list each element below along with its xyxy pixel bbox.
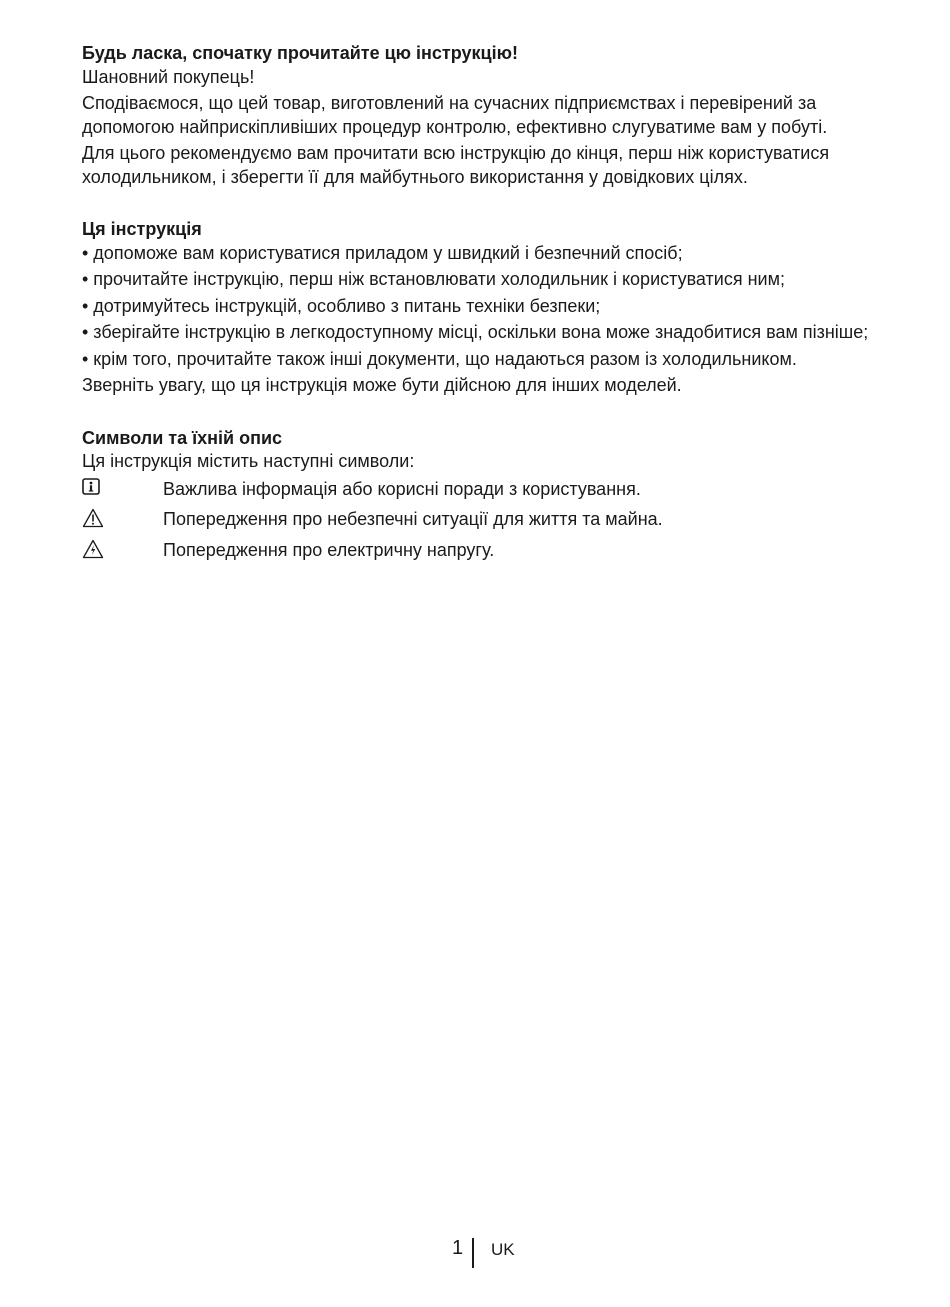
symbol-description: Важлива інформація або корисні поради з користування.	[163, 478, 641, 499]
warning-triangle-icon	[82, 508, 163, 531]
manual-note: Зверніть увагу, що ця інструкція може бути дійсною для інших моделей.	[82, 375, 682, 395]
symbols-section-title: Символи та їхній опис	[82, 427, 283, 448]
symbol-item	[82, 478, 872, 502]
footer-divider	[472, 1238, 474, 1268]
intro-paragraph: Для цього рекомендуємо вам прочитати всю інструкцію до кінця, перш ніж користуватися холодильником, і зберегти її для майбутнього використання у довідкових цілях.	[82, 143, 830, 187]
page-number: 1	[452, 1237, 464, 1259]
intro-paragraph: Сподіваємося, що цей товар, виготовлений на сучасних підприємствах і перевірений за допомогою найприскіпливіших процедур контролю, ефективно слугуватиме вам у побуті.	[82, 93, 828, 137]
symbol-description: Попередження про електричну напругу.	[163, 539, 495, 560]
section-spacer	[82, 192, 872, 218]
manual-bullet: • крім того, прочитайте також інші документи, що надаються разом із холодильником.	[82, 348, 797, 369]
manual-page	[82, 42, 872, 569]
electric-warning-icon	[82, 539, 163, 562]
symbols-intro: Ця інструкція містить наступні символи:	[82, 451, 415, 471]
manual-bullet: • зберігайте інструкцію в легкодоступному місці, оскільки вона може знадобитися вам пізніше;	[82, 322, 869, 342]
section-spacer	[82, 401, 872, 427]
manual-section-title: Ця інструкція	[82, 219, 202, 239]
page-footer	[0, 1236, 950, 1270]
language-code: UK	[491, 1240, 515, 1259]
symbols-list	[82, 478, 872, 563]
manual-bullet: • прочитайте інструкцію, перш ніж встановлювати холодильник і користуватися ним;	[82, 269, 785, 289]
manual-bullet: • допоможе вам користуватися приладом у швидкий і безпечний спосіб;	[82, 242, 683, 263]
symbol-description: Попередження про небезпечні ситуації для життя та майна.	[163, 509, 663, 529]
symbol-item	[82, 508, 872, 532]
info-icon	[82, 478, 163, 501]
symbol-item	[82, 539, 872, 563]
manual-bullet: • дотримуйтесь інструкцій, особливо з питань техніки безпеки;	[82, 295, 601, 316]
intro-title: Будь ласка, спочатку прочитайте цю інструкцію!	[82, 43, 518, 63]
greeting: Шановний покупець!	[82, 66, 255, 87]
